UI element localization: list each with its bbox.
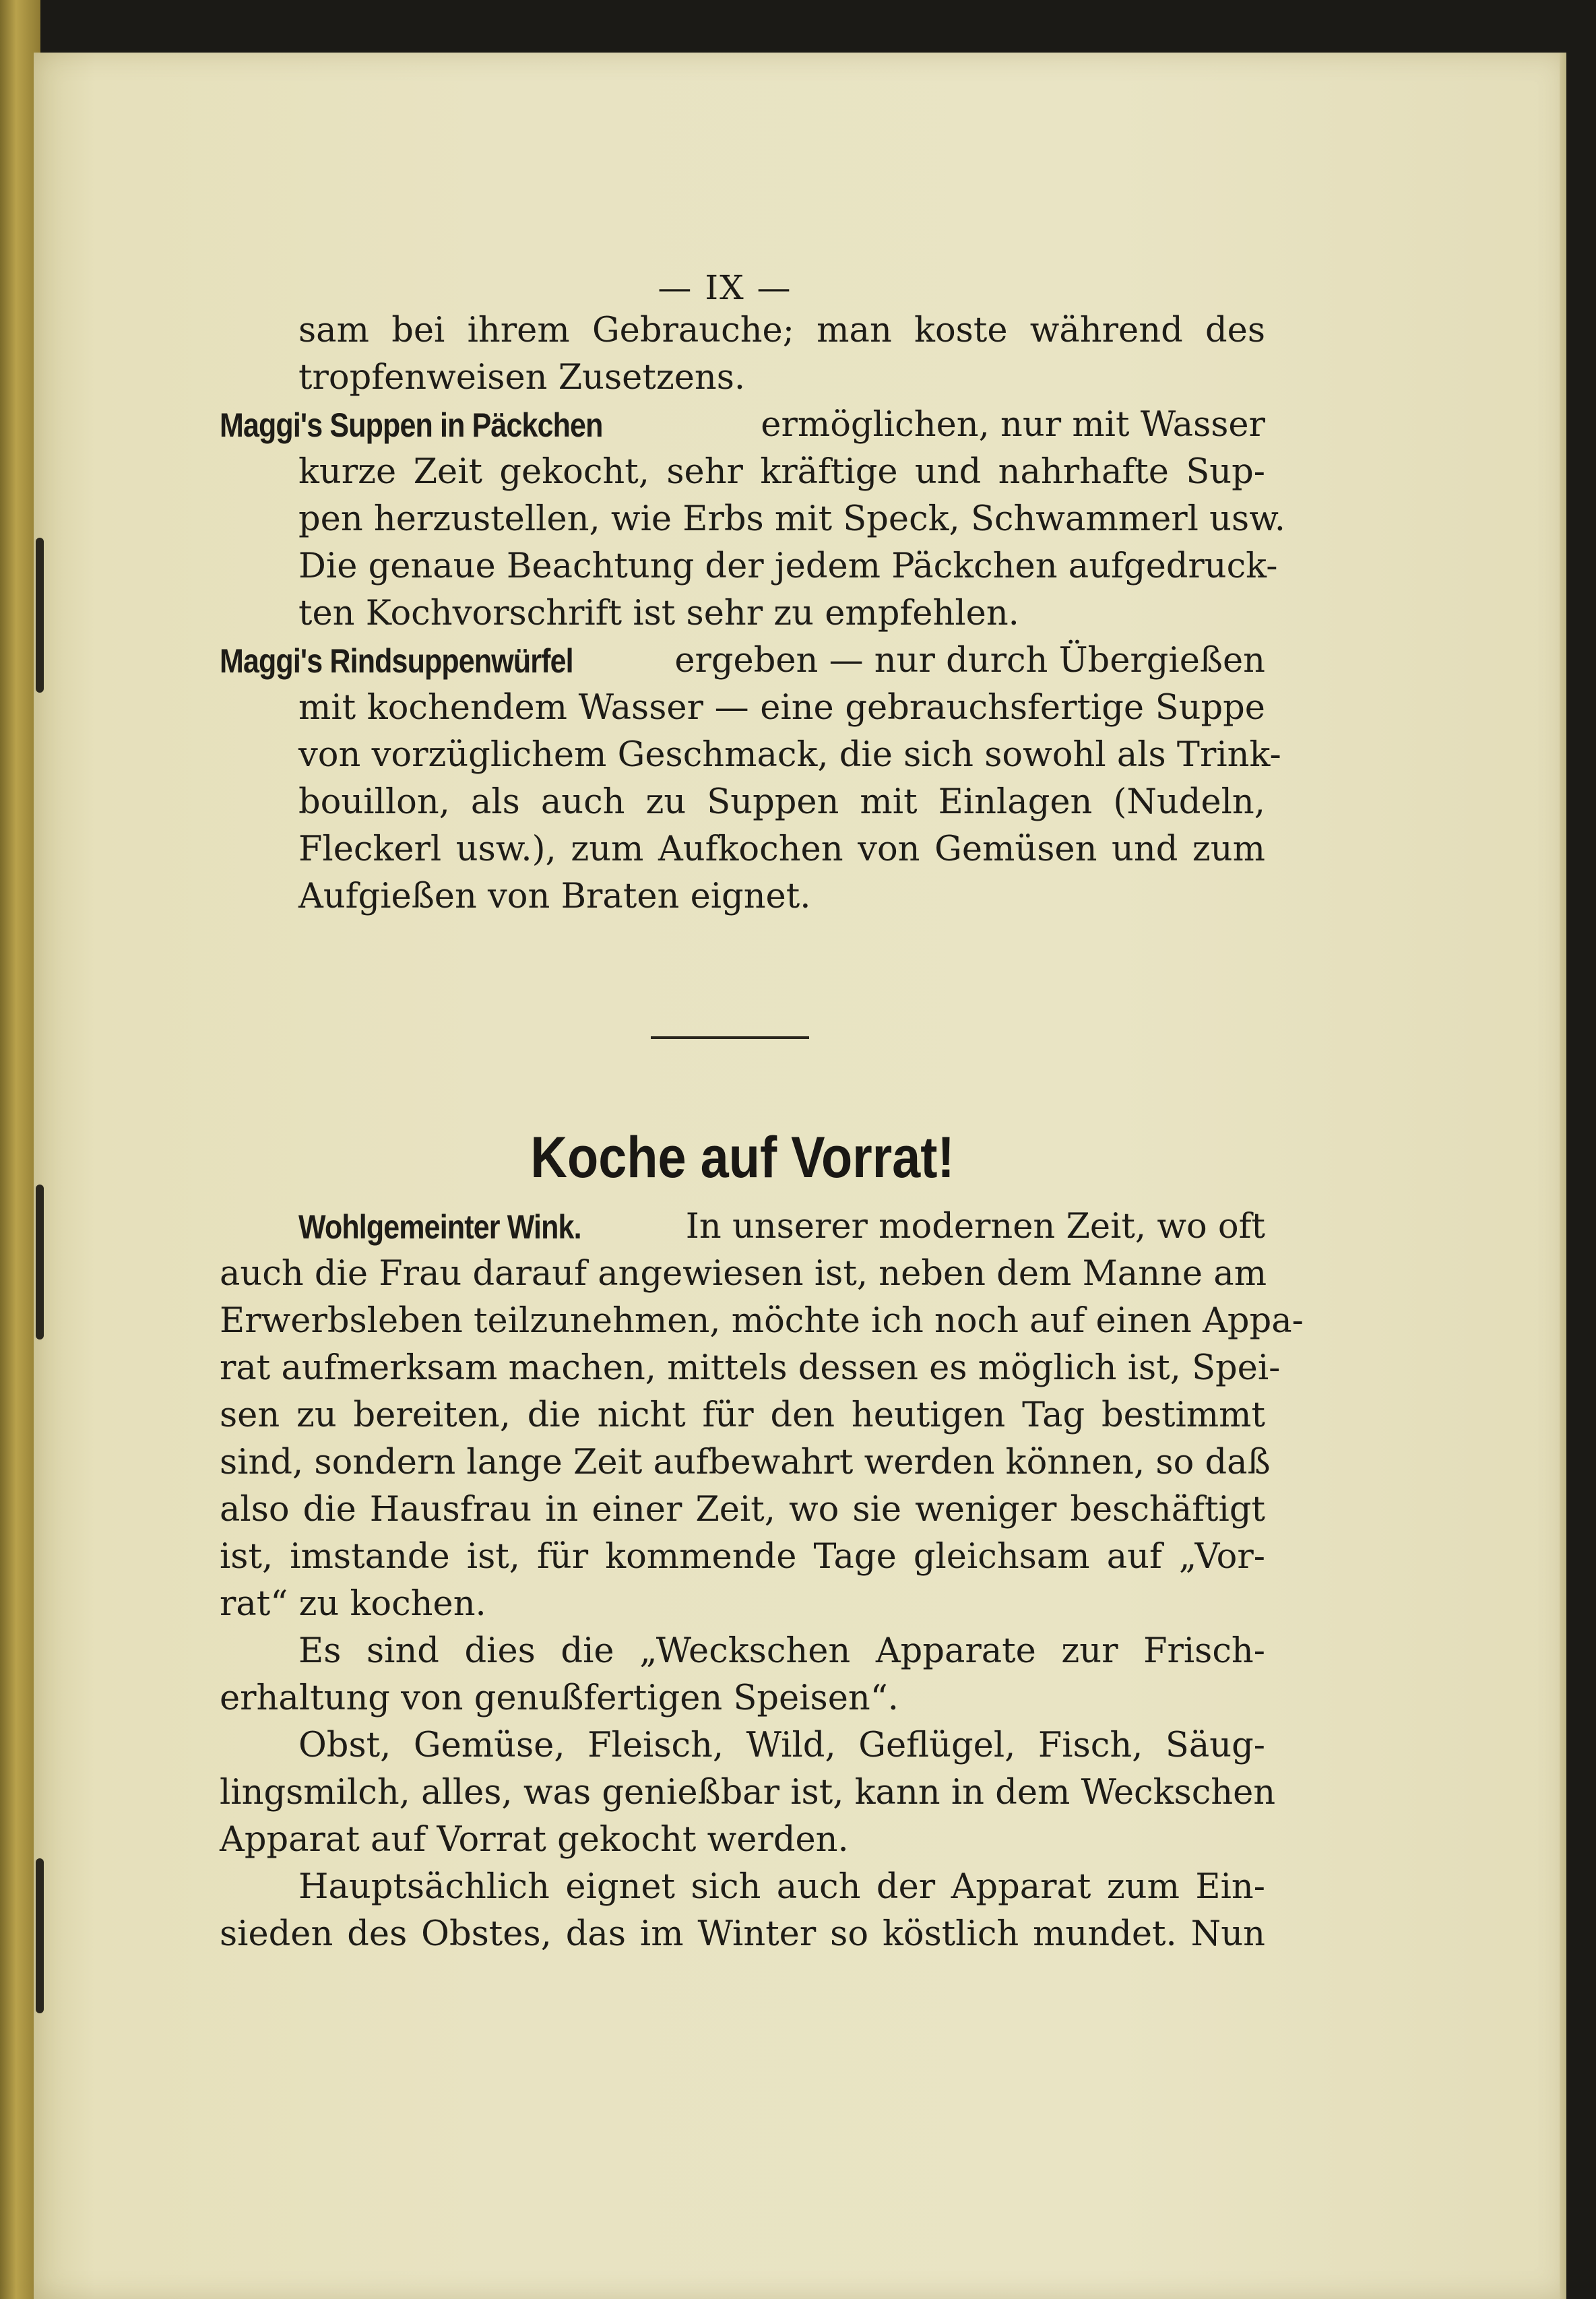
text-line-with-term <box>220 1203 1265 1251</box>
text-line: erhaltung von genußfertigen Speisen“. <box>220 1678 899 1718</box>
book-page <box>34 53 1566 2299</box>
text-line: ten Kochvorschrift ist sehr zu empfehlen. <box>298 594 1019 633</box>
text-line: rat aufmerksam machen, mittels dessen es möglich ist, Spei- <box>220 1348 1281 1388</box>
term-hint: Wohlgemeinter Wink. <box>298 1208 581 1246</box>
term-maggi-cubes: Maggi's Rindsuppenwürfel <box>220 642 573 680</box>
text-line: sen zu bereiten, die nicht für den heutigen Tag bestimmt <box>220 1395 1265 1435</box>
binding-stitch <box>36 538 44 693</box>
text-line: Obst, Gemüse, Fleisch, Wild, Geflügel, Fisch, Säug- <box>298 1726 1265 1765</box>
text-line: auch die Frau darauf angewiesen ist, neben dem Manne am <box>220 1254 1267 1294</box>
text-line-with-term <box>220 637 1265 685</box>
text-line: sieden des Obstes, das im Winter so köstlich mundet. Nun <box>220 1914 1265 1954</box>
text-line: Fleckerl usw.), zum Aufkochen von Gemüsen und zum <box>298 829 1265 869</box>
text-fragment: ermöglichen, nur mit Wasser <box>761 405 1265 445</box>
text-line: von vorzüglichem Geschmack, die sich sowohl als Trink- <box>298 735 1281 775</box>
text-line: ist, imstande ist, für kommende Tage gleichsam auf „Vor- <box>220 1537 1265 1577</box>
text-line: Die genaue Beachtung der jedem Päckchen aufgedruck- <box>298 546 1278 586</box>
text-line: Es sind dies die „Weckschen Apparate zur Frisch- <box>298 1631 1265 1671</box>
text-line: pen herzustellen, wie Erbs mit Speck, Schwammerl usw. <box>298 499 1286 539</box>
page-number: — IX — <box>658 268 792 307</box>
text-line: also die Hausfrau in einer Zeit, wo sie weniger beschäftigt <box>220 1490 1265 1530</box>
binding-stitch <box>36 1185 44 1340</box>
page-edge <box>1560 53 1566 2299</box>
text-line: Aufgießen von Braten eignet. <box>298 877 811 916</box>
term-maggi-packets: Maggi's Suppen in Päckchen <box>220 406 603 444</box>
text-line: tropfenweisen Zusetzens. <box>298 358 746 398</box>
text-line: Hauptsächlich eignet sich auch der Apparat zum Ein- <box>298 1867 1265 1907</box>
text-line: sam bei ihrem Gebrauche; man koste während des <box>298 311 1265 350</box>
text-line: Erwerbsleben teilzunehmen, möchte ich noch auf einen Appa- <box>220 1301 1304 1341</box>
text-line: kurze Zeit gekocht, sehr kräftige und nahrhafte Sup- <box>298 452 1265 492</box>
section-heading: Koche auf Vorrat! <box>530 1125 955 1190</box>
text-line: lingsmilch, alles, was genießbar ist, kann in dem Weckschen <box>220 1773 1276 1813</box>
section-divider <box>651 1036 809 1039</box>
text-line: mit kochendem Wasser — eine gebrauchsfertige Suppe <box>298 688 1265 728</box>
text-line: sind, sondern lange Zeit aufbewahrt werden können, so daß <box>220 1443 1271 1482</box>
text-fragment: In unserer modernen Zeit, wo oft <box>685 1207 1265 1247</box>
text-fragment: ergeben — nur durch Übergießen <box>674 641 1265 681</box>
binding-stitch <box>36 1858 44 2013</box>
text-line: bouillon, als auch zu Suppen mit Einlagen (Nudeln, <box>298 782 1265 822</box>
text-line: Apparat auf Vorrat gekocht werden. <box>220 1820 849 1860</box>
text-line: rat“ zu kochen. <box>220 1584 486 1624</box>
text-line-with-term <box>220 402 1265 449</box>
